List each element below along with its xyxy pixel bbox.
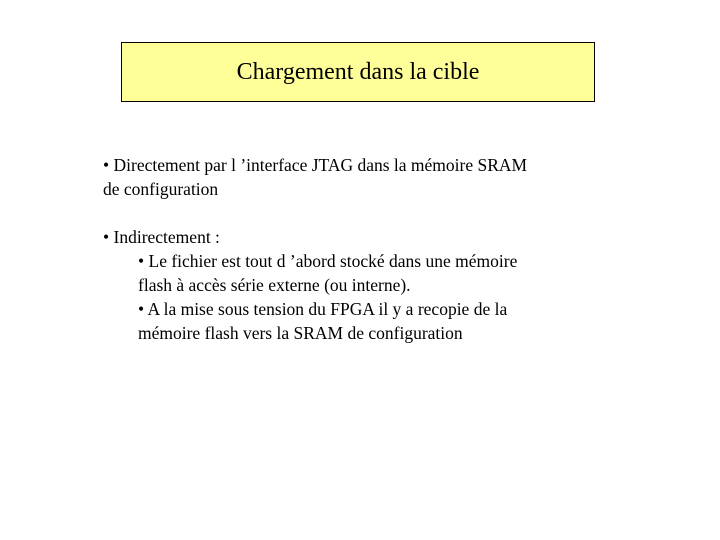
- bullet-direct-line-1: • Directement par l ’interface JTAG dans la mémoire SRAM: [103, 155, 528, 175]
- sub-bullet-power-on-copy-line-2: mémoire flash vers la SRAM de configuration: [138, 323, 463, 343]
- bullet-direct: [103, 153, 623, 201]
- slide-title: Chargement dans la cible: [236, 59, 480, 85]
- sub-bullet-flash-storage: [103, 249, 623, 297]
- sub-bullet-power-on-copy: [103, 297, 623, 345]
- slide-body: [103, 153, 623, 345]
- title-box: [121, 42, 595, 102]
- bullet-indirect: [103, 225, 623, 345]
- sub-bullet-flash-storage-line-2: flash à accès série externe (ou interne).: [138, 275, 411, 295]
- bullet-indirect-heading: • Indirectement :: [103, 227, 220, 247]
- sub-bullet-power-on-copy-line-1: • A la mise sous tension du FPGA il y a recopie de la: [138, 299, 508, 319]
- sub-bullet-flash-storage-line-1: • Le fichier est tout d ’abord stocké dans une mémoire: [138, 251, 518, 271]
- bullet-direct-line-2: de configuration: [103, 179, 219, 199]
